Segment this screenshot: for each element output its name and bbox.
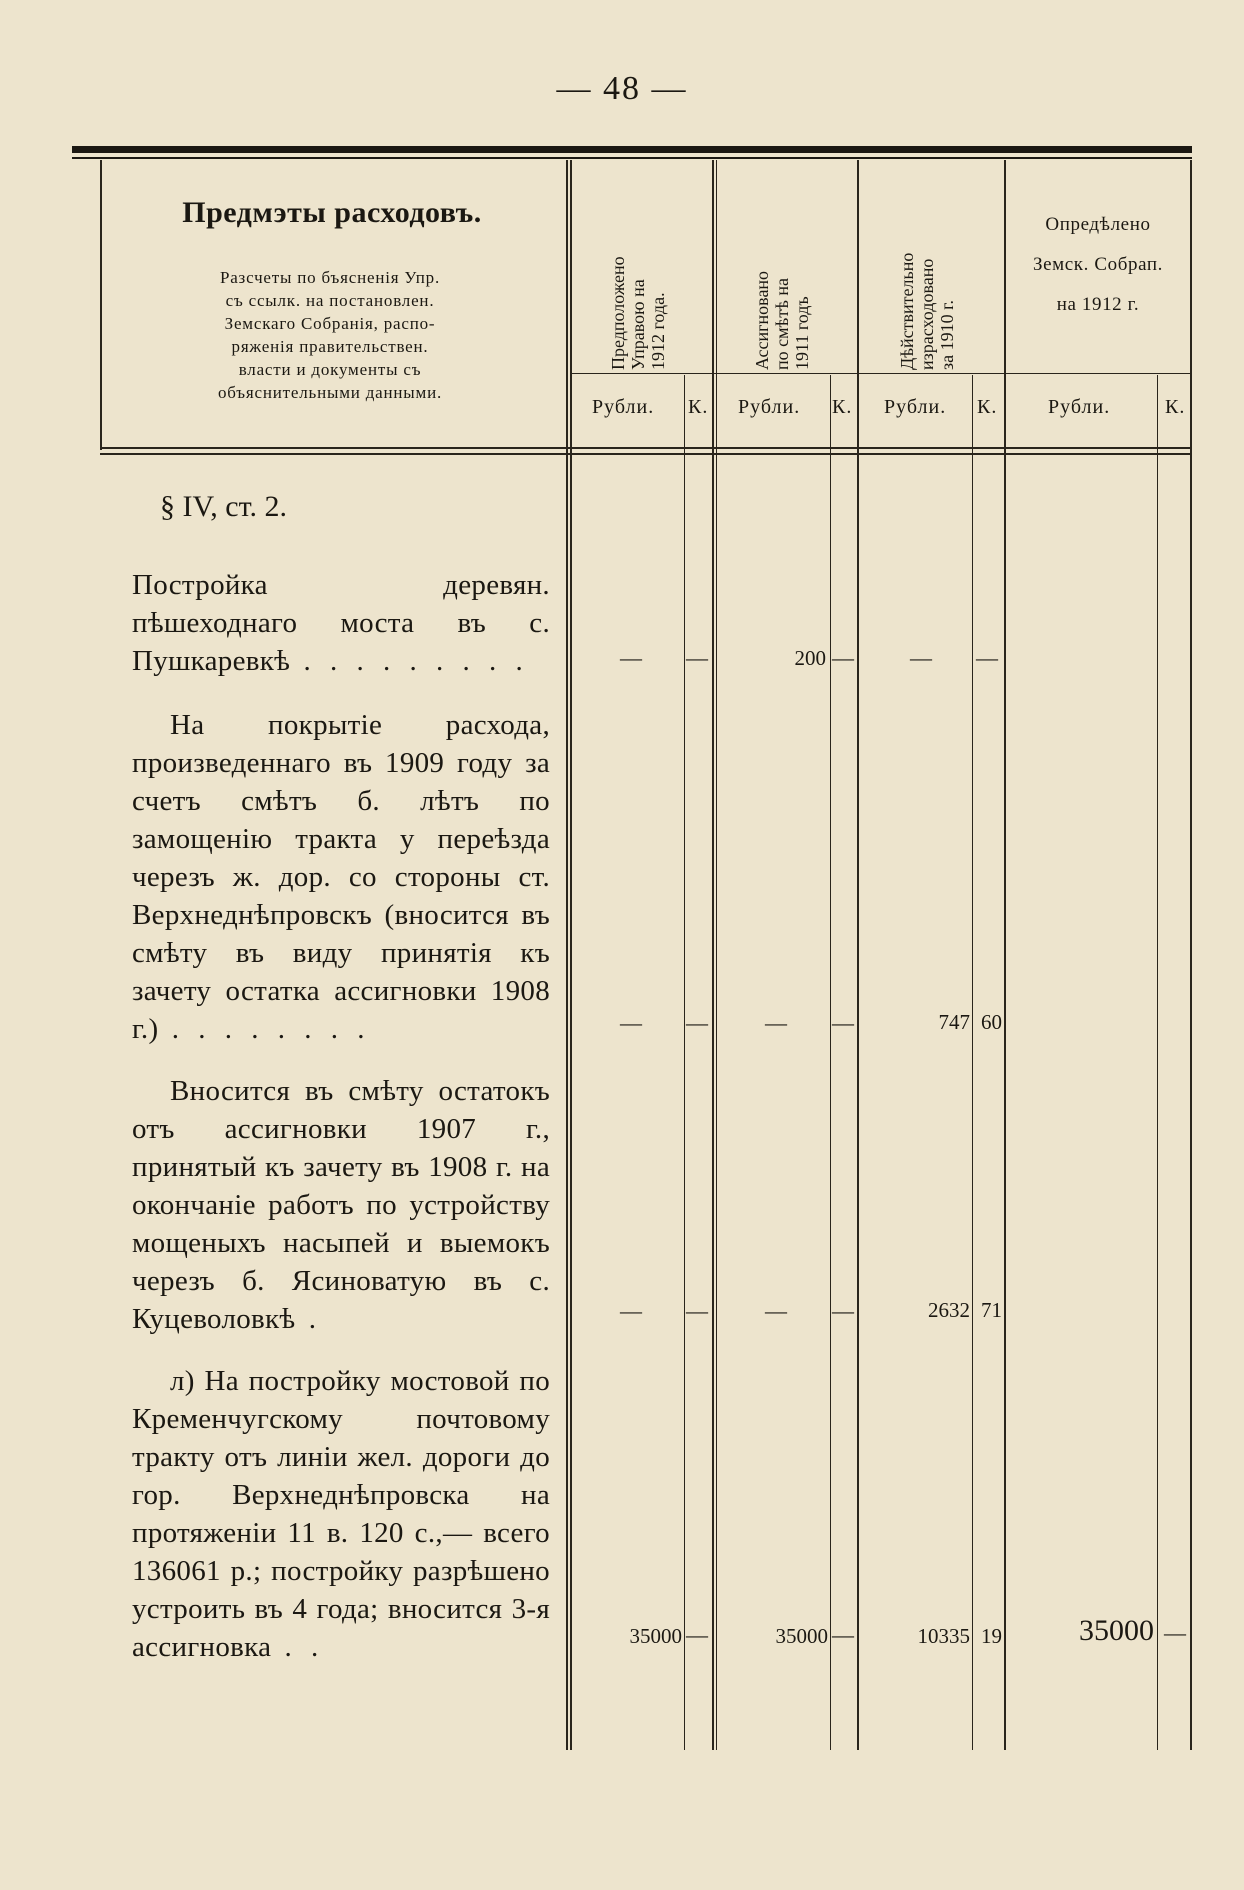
value-dash: —	[620, 1298, 642, 1323]
col-header-line: Ассигновано	[752, 270, 772, 370]
entry-body: л) На постройку мостовой по Кременчугскому почтовому тракту отъ линіи жел. дороги до гор. Верхнеднѣпровска на протяженіи 11 в. 120 с.,— всего 136061 р.; постройку разрѣшено устроить въ 4 года; вносится 3-я ассигновка	[132, 1365, 550, 1663]
subtitle-line: Земскаго Собранія, распо-	[224, 314, 436, 333]
col-divider	[716, 160, 717, 1750]
col-header-line: Земск. Собрап.	[1033, 254, 1163, 275]
entry-text	[132, 1072, 550, 1338]
entry-body: Вносится въ смѣту остатокъ отъ ассигновки 1907 г., принятый къ зачету въ 1908 г. на окончаніе работъ по устройству мощеныхъ насыпей и выемокъ черезъ б. Ясиноватую въ с. Куцеволовкѣ	[132, 1075, 550, 1335]
col-divider	[570, 160, 572, 1750]
value-dash: —	[620, 645, 642, 670]
value-dash: —	[832, 1298, 854, 1323]
col-header-proposed	[608, 210, 672, 370]
value-dash: —	[686, 645, 708, 670]
value-dash: —	[832, 645, 854, 670]
entry-text	[132, 566, 550, 680]
col-header-line: 1912 года.	[648, 292, 668, 370]
unit-k: К.	[832, 396, 853, 418]
subtitle-line: ряженія правительствен.	[231, 337, 429, 356]
value-dash: —	[976, 645, 998, 670]
unit-rub: Рубли.	[884, 396, 947, 418]
value-rub: 10335	[917, 1624, 970, 1648]
value-rub-determined: 35000	[1079, 1614, 1154, 1647]
value-dash: —	[686, 1622, 708, 1647]
header-subtitle	[160, 266, 500, 404]
header-title: Предмэты расходовъ.	[182, 196, 482, 229]
value-rub: 2632	[928, 1298, 970, 1322]
col-divider	[1004, 160, 1006, 1750]
header-bottom-rule-2	[100, 453, 1192, 455]
col-header-line: за 1910 г.	[937, 300, 957, 370]
value-rub: 35000	[775, 1624, 828, 1648]
subtitle-line: власти и документы съ	[238, 360, 422, 379]
col-divider	[972, 375, 973, 1750]
value-k: 60	[981, 1010, 1002, 1034]
subtitle-line: съ ссылк. на постановлен.	[225, 291, 435, 310]
value-dash: —	[910, 645, 932, 670]
col-divider	[857, 160, 859, 1750]
col-header-line: Дѣйствительно	[897, 252, 917, 370]
col-divider	[712, 160, 714, 1750]
col-header-line: Управою на	[628, 279, 648, 370]
col-header-spent	[897, 210, 961, 370]
col-divider	[830, 375, 831, 1750]
entry-body: На покрытіе расхода, произведеннаго въ 1909 году за счетъ смѣтъ б. лѣтъ по замощенію тракта у переѣзда черезъ ж. дор. со стороны ст. Верхнеднѣпровскъ (вносится въ смѣту въ виду принятія къ зачету остатка ассигновки 1908 г.)	[132, 709, 550, 1045]
unit-rub: Рубли.	[738, 396, 801, 418]
entry-text	[132, 706, 550, 1048]
subtitle-line: Разсчеты по бъясненія Упр.	[219, 268, 441, 287]
subtitle-line: объяснительными данными.	[217, 383, 443, 402]
leader-dots: .	[295, 1303, 322, 1335]
leader-dots: . . . . . . . . .	[290, 645, 529, 677]
value-rub: 200	[794, 646, 826, 670]
section-heading: § IV, ст. 2.	[160, 490, 287, 523]
entry-text	[132, 1362, 550, 1666]
header-unit-rule	[570, 373, 1190, 374]
page-number: — 48 —	[556, 70, 688, 107]
value-dash: —	[832, 1622, 854, 1647]
col-header-line: 1911 годъ	[792, 296, 812, 370]
unit-k: К.	[1165, 396, 1186, 418]
value-k: 19	[981, 1624, 1002, 1648]
leader-dots: . .	[271, 1631, 325, 1663]
unit-k: К.	[977, 396, 998, 418]
col-header-line: израсходовано	[917, 258, 937, 370]
leader-dots: . . . . . . . .	[158, 1013, 371, 1045]
value-dash: —	[1164, 1620, 1186, 1645]
value-rub: 35000	[629, 1624, 682, 1648]
col-divider	[566, 160, 568, 1750]
value-dash: —	[620, 1010, 642, 1035]
value-dash: —	[832, 1010, 854, 1035]
unit-rub: Рубли.	[592, 396, 655, 418]
col-header-line: на 1912 г.	[1056, 294, 1140, 315]
value-dash: —	[765, 1298, 787, 1323]
col-header-line: Опредѣлено	[1045, 214, 1151, 235]
col-header-determined	[1008, 205, 1188, 325]
value-rub: 747	[938, 1010, 970, 1034]
col-header-assigned	[752, 210, 816, 370]
top-rule	[72, 146, 1192, 153]
unit-rub: Рубли.	[1048, 396, 1111, 418]
col-divider	[684, 375, 685, 1750]
col-header-line: Предположено	[608, 256, 628, 370]
value-dash: —	[686, 1010, 708, 1035]
table-border-left	[100, 160, 102, 450]
value-k: 71	[981, 1298, 1002, 1322]
unit-k: К.	[688, 396, 709, 418]
header-bottom-rule	[100, 447, 1192, 449]
value-dash: —	[765, 1010, 787, 1035]
col-header-line: по смѣтѣ на	[772, 277, 792, 370]
table-border-right	[1190, 160, 1192, 1750]
top-rule-thin	[72, 157, 1192, 159]
col-divider	[1157, 375, 1158, 1750]
value-dash: —	[686, 1298, 708, 1323]
entry-body: Постройка деревян. пѣшеходнаго моста въ с. Пушкаревкѣ	[132, 569, 550, 677]
